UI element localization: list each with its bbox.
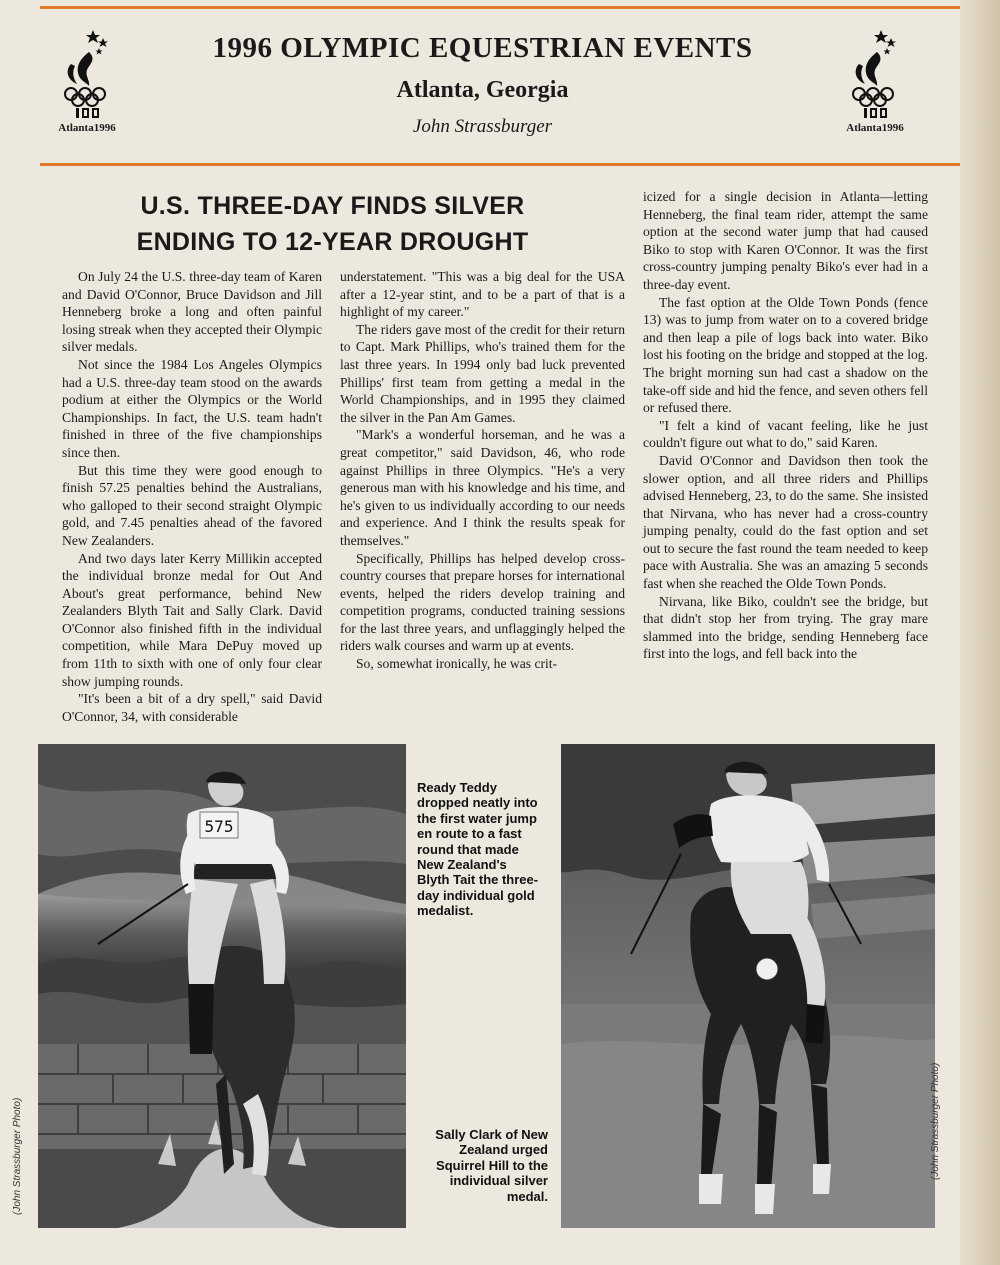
paragraph: Specifically, Phillips has helped develop cross-country courses that prepare horses for international events, helped the riders develop training and competition programs, conducted training sessions for the last three years, and unflaggingly helped the riders walk courses and warm up at events.	[340, 550, 625, 654]
article-headline	[60, 188, 605, 260]
photo-caption-sally-clark: Sally Clark of New Zealand urged Squirrel Hill to the individual silver medal.	[435, 1127, 548, 1204]
photo-squirrel-hill	[561, 744, 935, 1228]
photo-caption-ready-teddy: Ready Teddy dropped neatly into the first water jump en route to a fast round that made New Zealand's Blyth Tait the three-day individual gold medalist.	[417, 780, 539, 919]
paragraph: "It's been a bit of a dry spell," said David O'Connor, 34, with considerable	[62, 691, 322, 724]
photo-ready-teddy	[38, 744, 406, 1228]
logo-right-label: Atlanta1996	[846, 122, 904, 134]
torch-rings-icon	[847, 28, 903, 120]
headline-line-2: ENDING TO 12-YEAR DROUGHT	[136, 228, 529, 256]
article-column-3	[643, 188, 928, 663]
article-column-2	[340, 268, 625, 673]
photo-credit-right: (John Strassburger Photo)	[930, 1062, 941, 1180]
location-subtitle: Atlanta, Georgia	[396, 77, 569, 103]
page-edge	[960, 0, 1000, 1265]
photo-credit-left: (John Strassburger Photo)	[12, 1097, 23, 1215]
top-rule	[40, 6, 960, 9]
paragraph: The fast option at the Olde Town Ponds (fence 13) was to jump from water on to a covered bridge and then leap a pile of logs back into water. Biko lost his footing on the bridge and stopped at the log. The bright morning sun had cast a shadow on the take-off side and hid the fence, and seven others fell or refused there.	[643, 294, 928, 416]
paragraph: "Mark's a wonderful horseman, and he was a great competitor," said Davidson, 46, who rode against Phillips in three Olympics. "He's a very generous man with his knowledge and his time, and he's given to us individually according to our needs and experience. And I think the results speak for themselves."	[340, 427, 625, 548]
torch-rings-icon	[59, 28, 115, 120]
page-title: 1996 OLYMPIC EQUESTRIAN EVENTS	[212, 32, 753, 64]
olympic-logo-left	[52, 28, 122, 134]
masthead-rule	[40, 163, 960, 166]
paragraph: Nirvana, like Biko, couldn't see the bridge, but that didn't stop her from trying. The gray mare slammed into the bridge, sending Henneberg face first into the logs, and fell back into the	[643, 593, 928, 662]
paragraph: "I felt a kind of vacant feeling, like he just couldn't figure out what to do," said Karen.	[643, 417, 928, 451]
paragraph: icized for a single decision in Atlanta—letting Henneberg, the final team rider, attempt the same option at the second water jump that had caused Biko to stop with Karen O'Connor. It was the first cross-country jumping penalty Biko's ever had in a three-day event.	[643, 189, 928, 292]
paragraph: But this time they were good enough to finish 57.25 penalties behind the Australians, who galloped to their second straight Olympic gold, and 7.45 penalties ahead of the favored New Zealanders.	[62, 462, 322, 548]
headline-line-1: U.S. THREE-DAY FINDS SILVER	[140, 192, 525, 220]
olympic-logo-right	[840, 28, 910, 134]
paragraph: So, somewhat ironically, he was crit-	[356, 656, 558, 672]
byline: John Strassburger	[412, 116, 553, 137]
rider-number-575: 575	[204, 817, 234, 836]
paragraph: Not since the 1984 Los Angeles Olympics had a U.S. three-day team stood on the awards podium at either the Olympics or the World Championships. In fact, the U.S. team hadn't finished in three of the five championships since then.	[62, 356, 322, 460]
article-column-1	[62, 268, 322, 725]
logo-left-label: Atlanta1996	[58, 122, 116, 134]
paragraph: On July 24 the U.S. three-day team of Karen and David O'Connor, Bruce Davidson and Jill Henneberg broke a long and often painful losing streak when they accepted their Olympic silver medals.	[62, 269, 322, 355]
paragraph: David O'Connor and Davidson then took the slower option, and all three riders and Phillips advised Henneberg, 23, to do the same. She insisted that Nirvana, who has never had a cross-country jumping penalty, could do the fast option and set out to secure the fast round the team needed to keep pace with Australia. She was an amazing 5 seconds fast when she reached the Olde Town Ponds.	[643, 452, 928, 592]
masthead	[150, 32, 815, 138]
paragraph: The riders gave most of the credit for their return to Capt. Mark Phillips, who's trained them for the last three years. In 1994 only bad luck prevented Phillips' first team from getting a medal in the World Championships, and in 1995 they claimed the silver in the Pan Am Games.	[340, 321, 625, 425]
paragraph: And two days later Kerry Millikin accepted the individual bronze medal for Out And About's great performance, behind New Zealanders Blyth Tait and Sally Clark. David O'Connor also finished fifth in the individual competition, while Mara DePuy moved up from 11th to sixth with one of only four clear show jumping rounds.	[62, 550, 322, 689]
paragraph: understatement. "This was a big deal for the USA after a 12-year stint, and to be a part of that is a highlight of my career."	[340, 269, 625, 320]
